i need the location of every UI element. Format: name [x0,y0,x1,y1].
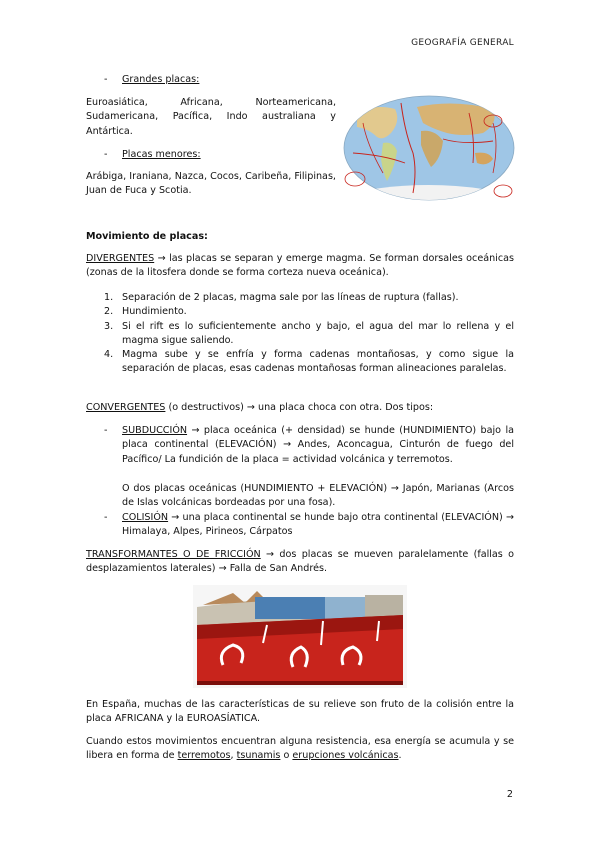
subduccion-term: SUBDUCCIÓN [122,425,188,436]
list-number: 3. [104,321,114,332]
list-item [104,305,514,319]
separator: , [230,750,237,762]
bullet-dash: - [104,74,108,85]
subduccion-text: → placa oceánica (+ densidad) se hunde (HUNDIMIENTO) bajo la placa continental (ELEVACIÓN) → Andes, Aconcagua, Cinturón de fuego del Pacífico/ La fundición de la placa = actividad volcánica y terremotos. [122,425,514,465]
divergentes-text: → las placas se separan y emerge magma. Se forman dorsales oceánicas (zonas de la litosfera donde se forma corteza nueva oceánica). [86,253,514,279]
list-text: Hundimiento. [122,306,187,317]
transformantes-paragraph [86,548,514,577]
list-number: 4. [104,349,114,360]
period: . [398,750,402,762]
subduccion-paragraph [122,424,514,467]
colision-paragraph [122,511,514,540]
tsunamis-link: tsunamis [236,750,281,762]
colision-term: COLISIÓN [122,512,169,523]
separator: o [280,750,293,762]
subduccion-paragraph-2: O dos placas oceánicas (HUNDIMIENTO + ELEVACIÓN) → Japón, Marianas (Arcos de Islas volcánicas bordeadas por una fosa). [122,483,514,509]
terremotos-link: terremotos [177,750,231,762]
bullet-dash: - [104,149,108,160]
colision-text: → una placa continental se hunde bajo otra continental (ELEVACIÓN) → Himalaya, Alpes, Pirineos, Cárpatos [122,512,514,538]
divergentes-paragraph [86,252,514,281]
convergentes-text: (o destructivos) → una placa choca con otra. Dos tipos: [165,402,434,413]
list-item [104,291,514,305]
tectonic-plates-map [343,93,515,203]
plate-movement-cross-section [193,585,407,688]
convergentes-term: CONVERGENTES [86,402,166,413]
list-item [104,320,514,349]
list-text: Si el rift es lo suficientemente ancho y bajo, el agua del mar lo rellena y el magma sigue saliendo. [122,321,514,347]
erupciones-link: erupciones volcánicas [292,750,399,762]
placas-menores-heading: Placas menores: [122,149,201,160]
bullet-dash: - [104,512,108,523]
bullet-dash: - [104,425,108,436]
list-item [104,348,514,377]
movimiento-heading: Movimiento de placas: [86,231,208,242]
resistencia-text: Cuando estos movimientos encuentran alguna resistencia, esa energía se acumula y se libera en forma de [86,736,514,762]
transformantes-term: TRANSFORMANTES O DE FRICCIÓN [86,549,261,560]
list-text: Magma sube y se enfría y forma cadenas montañosas, y como sigue la separación de placas, esas cadenas montañosas forman alineaciones paralelas. [122,349,514,375]
grandes-placas-text: Euroasiática, Africana, Norteamericana, Sudamericana, Pacífica, Indo australiana y Antártica. [86,97,336,137]
list-number: 1. [104,292,114,303]
placas-menores-text: Arábiga, Iraniana, Nazca, Cocos, Caribeña, Filipinas, Juan de Fuca y Scotia. [86,171,336,197]
divergentes-term: DIVERGENTES [86,253,155,264]
running-header: GEOGRAFÍA GENERAL [411,38,514,48]
page-number: 2 [506,789,513,800]
resistencia-paragraph [86,735,514,764]
list-text: Separación de 2 placas, magma sale por las líneas de ruptura (fallas). [122,292,459,303]
transformantes-text: → dos placas se mueven paralelamente (fallas o desplazamientos laterales) → Falla de San Andrés. [86,549,514,575]
espana-paragraph: En España, muchas de las características de su relieve son fruto de la colisión entre la placa AFRICANA y la EUROASÍATICA. [86,699,514,725]
convergentes-paragraph [86,401,514,415]
list-number: 2. [104,306,114,317]
grandes-placas-heading: Grandes placas: [122,74,200,85]
